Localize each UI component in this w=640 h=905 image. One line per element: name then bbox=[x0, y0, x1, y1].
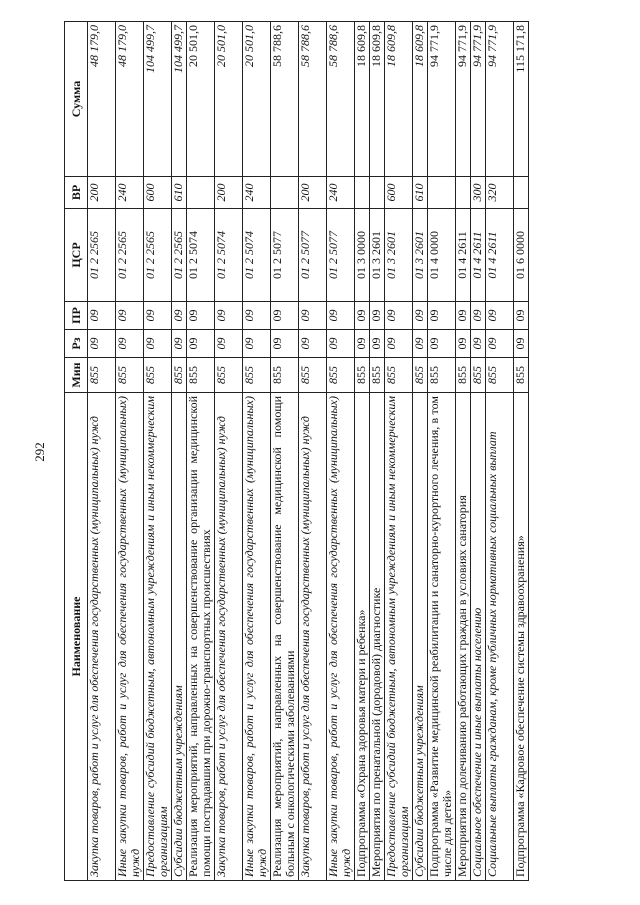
header-pr: ПР bbox=[65, 302, 88, 330]
cell-vr: 240 bbox=[116, 177, 144, 209]
cell-rz: 09 bbox=[116, 330, 144, 358]
rotated-table-container bbox=[64, 22, 584, 881]
cell-vr bbox=[456, 177, 471, 209]
cell-vr: 240 bbox=[243, 177, 271, 209]
cell-pr: 09 bbox=[471, 302, 486, 330]
table-body bbox=[88, 22, 529, 881]
cell-sum: 48 179,0 bbox=[116, 22, 144, 177]
cell-name: Мероприятия по пренатальной (дородовой) диагностике bbox=[370, 393, 385, 881]
cell-vr: 610 bbox=[172, 177, 187, 209]
cell-name: Реализация мероприятий, направленных на совершенствование организации медицинской помощи пострадавшим при дорожно-транспортных происшествиях bbox=[187, 393, 215, 881]
cell-min: 855 bbox=[187, 358, 215, 393]
cell-vr: 200 bbox=[299, 177, 327, 209]
cell-rz: 09 bbox=[385, 330, 413, 358]
cell-vr: 610 bbox=[413, 177, 428, 209]
cell-sum: 94 771,9 bbox=[486, 22, 514, 177]
cell-min: 855 bbox=[172, 358, 187, 393]
cell-pr: 09 bbox=[172, 302, 187, 330]
cell-sum: 58 788,6 bbox=[299, 22, 327, 177]
cell-vr: 200 bbox=[215, 177, 243, 209]
cell-name: Предоставление субсидий бюджетным, автономным учреждениям и иным некоммерческим организациям bbox=[385, 393, 413, 881]
cell-min: 855 bbox=[327, 358, 355, 393]
cell-name: Подпрограмма «Охрана здоровья матери и ребенка» bbox=[355, 393, 370, 881]
cell-sum: 20 501,0 bbox=[187, 22, 215, 177]
cell-csr: 01 2 2565 bbox=[116, 209, 144, 302]
cell-rz: 09 bbox=[88, 330, 116, 358]
cell-min: 855 bbox=[514, 358, 529, 393]
cell-pr: 09 bbox=[514, 302, 529, 330]
table-row bbox=[243, 22, 271, 881]
cell-sum: 18 609,8 bbox=[385, 22, 413, 177]
cell-min: 855 bbox=[299, 358, 327, 393]
cell-csr: 01 2 5077 bbox=[271, 209, 299, 302]
cell-rz: 09 bbox=[413, 330, 428, 358]
cell-vr bbox=[271, 177, 299, 209]
cell-name: Субсидии бюджетным учреждениям bbox=[172, 393, 187, 881]
cell-name: Социальное обеспечение и иные выплаты населению bbox=[471, 393, 486, 881]
cell-csr: 01 2 5074 bbox=[187, 209, 215, 302]
header-vr: ВР bbox=[65, 177, 88, 209]
cell-pr: 09 bbox=[413, 302, 428, 330]
table-row bbox=[116, 22, 144, 881]
cell-csr: 01 3 0000 bbox=[355, 209, 370, 302]
table-row bbox=[355, 22, 370, 881]
cell-rz: 09 bbox=[471, 330, 486, 358]
header-sum: Сумма bbox=[65, 22, 88, 177]
cell-pr: 09 bbox=[385, 302, 413, 330]
cell-sum: 20 501,0 bbox=[215, 22, 243, 177]
budget-table bbox=[64, 21, 529, 881]
cell-vr: 320 bbox=[486, 177, 514, 209]
cell-csr: 01 2 5074 bbox=[243, 209, 271, 302]
cell-min: 855 bbox=[215, 358, 243, 393]
cell-csr: 01 3 2601 bbox=[385, 209, 413, 302]
cell-rz: 09 bbox=[456, 330, 471, 358]
cell-name: Субсидии бюджетным учреждениям bbox=[413, 393, 428, 881]
cell-min: 855 bbox=[385, 358, 413, 393]
cell-sum: 94 771,9 bbox=[456, 22, 471, 177]
cell-min: 855 bbox=[471, 358, 486, 393]
cell-name: Подпрограмма «Развитие медицинской реабилитации и санаторно-курортного лечения, в том числе для детей» bbox=[428, 393, 456, 881]
cell-name: Закупка товаров, работ и услуг для обеспечения государственных (муниципальных) нужд bbox=[88, 393, 116, 881]
table-row bbox=[187, 22, 215, 881]
cell-pr: 09 bbox=[215, 302, 243, 330]
cell-sum: 58 788,6 bbox=[327, 22, 355, 177]
cell-pr: 09 bbox=[456, 302, 471, 330]
cell-pr: 09 bbox=[144, 302, 172, 330]
cell-rz: 09 bbox=[486, 330, 514, 358]
cell-vr bbox=[355, 177, 370, 209]
table-row bbox=[385, 22, 413, 881]
cell-rz: 09 bbox=[299, 330, 327, 358]
cell-rz: 09 bbox=[355, 330, 370, 358]
cell-min: 855 bbox=[355, 358, 370, 393]
cell-sum: 48 179,0 bbox=[88, 22, 116, 177]
cell-csr: 01 4 2611 bbox=[471, 209, 486, 302]
cell-rz: 09 bbox=[172, 330, 187, 358]
cell-min: 855 bbox=[428, 358, 456, 393]
cell-vr: 200 bbox=[88, 177, 116, 209]
cell-pr: 09 bbox=[370, 302, 385, 330]
cell-pr: 09 bbox=[299, 302, 327, 330]
cell-name: Реализация мероприятий, направленных на совершенствование медицинской помощи больным с онкологическими заболеваниями bbox=[271, 393, 299, 881]
cell-sum: 20 501,0 bbox=[243, 22, 271, 177]
cell-vr: 600 bbox=[385, 177, 413, 209]
cell-rz: 09 bbox=[271, 330, 299, 358]
table-row bbox=[428, 22, 456, 881]
cell-sum: 115 171,8 bbox=[514, 22, 529, 177]
cell-csr: 01 4 2611 bbox=[486, 209, 514, 302]
header-rz: Рз bbox=[65, 330, 88, 358]
cell-pr: 09 bbox=[486, 302, 514, 330]
cell-min: 855 bbox=[271, 358, 299, 393]
table-row bbox=[486, 22, 514, 881]
table-row bbox=[271, 22, 299, 881]
cell-min: 855 bbox=[370, 358, 385, 393]
cell-csr: 01 2 5074 bbox=[215, 209, 243, 302]
cell-csr: 01 2 5077 bbox=[299, 209, 327, 302]
cell-pr: 09 bbox=[116, 302, 144, 330]
cell-pr: 09 bbox=[187, 302, 215, 330]
cell-csr: 01 4 0000 bbox=[428, 209, 456, 302]
cell-name: Закупка товаров, работ и услуг для обеспечения государственных (муниципальных) нужд bbox=[215, 393, 243, 881]
cell-pr: 09 bbox=[88, 302, 116, 330]
table-row bbox=[413, 22, 428, 881]
cell-vr: 300 bbox=[471, 177, 486, 209]
cell-rz: 09 bbox=[144, 330, 172, 358]
cell-csr: 01 6 0000 bbox=[514, 209, 529, 302]
cell-rz: 09 bbox=[243, 330, 271, 358]
cell-sum: 18 609,8 bbox=[370, 22, 385, 177]
cell-sum: 58 788,6 bbox=[271, 22, 299, 177]
page-number-text: 292 bbox=[32, 442, 47, 462]
table-row bbox=[88, 22, 116, 881]
cell-pr: 09 bbox=[271, 302, 299, 330]
table-row bbox=[172, 22, 187, 881]
cell-name: Подпрограмма «Кадровое обеспечение системы здравоохранения» bbox=[514, 393, 529, 881]
cell-min: 855 bbox=[456, 358, 471, 393]
cell-name: Закупка товаров, работ и услуг для обеспечения государственных (муниципальных) нужд bbox=[299, 393, 327, 881]
cell-csr: 01 2 2565 bbox=[172, 209, 187, 302]
header-min: Мин bbox=[65, 358, 88, 393]
cell-min: 855 bbox=[243, 358, 271, 393]
cell-rz: 09 bbox=[187, 330, 215, 358]
cell-rz: 09 bbox=[428, 330, 456, 358]
cell-name: Предоставление субсидий бюджетным, автономным учреждениям и иным некоммерческим организациям bbox=[144, 393, 172, 881]
cell-rz: 09 bbox=[327, 330, 355, 358]
cell-csr: 01 2 5077 bbox=[327, 209, 355, 302]
cell-vr: 240 bbox=[327, 177, 355, 209]
cell-vr: 600 bbox=[144, 177, 172, 209]
cell-vr bbox=[514, 177, 529, 209]
cell-name: Иные закупки товаров, работ и услуг для обеспечения государственных (муниципальных) нужд bbox=[243, 393, 271, 881]
cell-csr: 01 2 2565 bbox=[144, 209, 172, 302]
table-row bbox=[215, 22, 243, 881]
cell-sum: 104 499,7 bbox=[172, 22, 187, 177]
header-name: Наименование bbox=[65, 393, 88, 881]
cell-min: 855 bbox=[486, 358, 514, 393]
cell-csr: 01 2 2565 bbox=[88, 209, 116, 302]
cell-sum: 18 609,8 bbox=[355, 22, 370, 177]
cell-sum: 94 771,9 bbox=[428, 22, 456, 177]
cell-min: 855 bbox=[144, 358, 172, 393]
table-row bbox=[299, 22, 327, 881]
cell-sum: 94 771,9 bbox=[471, 22, 486, 177]
cell-pr: 09 bbox=[243, 302, 271, 330]
cell-sum: 104 499,7 bbox=[144, 22, 172, 177]
cell-min: 855 bbox=[88, 358, 116, 393]
table-row bbox=[471, 22, 486, 881]
table-row bbox=[456, 22, 471, 881]
cell-vr bbox=[428, 177, 456, 209]
table-header-row bbox=[65, 22, 88, 881]
cell-name: Иные закупки товаров, работ и услуг для обеспечения государственных (муниципальных) нужд bbox=[327, 393, 355, 881]
cell-name: Иные закупки товаров, работ и услуг для обеспечения государственных (муниципальных) нужд bbox=[116, 393, 144, 881]
cell-rz: 09 bbox=[514, 330, 529, 358]
cell-sum: 18 609,8 bbox=[413, 22, 428, 177]
cell-min: 855 bbox=[116, 358, 144, 393]
cell-pr: 09 bbox=[428, 302, 456, 330]
cell-pr: 09 bbox=[327, 302, 355, 330]
cell-rz: 09 bbox=[215, 330, 243, 358]
table-row bbox=[514, 22, 529, 881]
table-row bbox=[370, 22, 385, 881]
header-csr: ЦСР bbox=[65, 209, 88, 302]
table-row bbox=[327, 22, 355, 881]
cell-pr: 09 bbox=[355, 302, 370, 330]
cell-csr: 01 3 2601 bbox=[370, 209, 385, 302]
cell-rz: 09 bbox=[370, 330, 385, 358]
cell-name: Социальные выплаты гражданам, кроме публичных нормативных социальных выплат bbox=[486, 393, 514, 881]
cell-csr: 01 4 2611 bbox=[456, 209, 471, 302]
cell-name: Мероприятия по долечиванию работающих граждан в условиях санатория bbox=[456, 393, 471, 881]
cell-csr: 01 3 2601 bbox=[413, 209, 428, 302]
cell-vr bbox=[187, 177, 215, 209]
cell-min: 855 bbox=[413, 358, 428, 393]
cell-vr bbox=[370, 177, 385, 209]
table-row bbox=[144, 22, 172, 881]
